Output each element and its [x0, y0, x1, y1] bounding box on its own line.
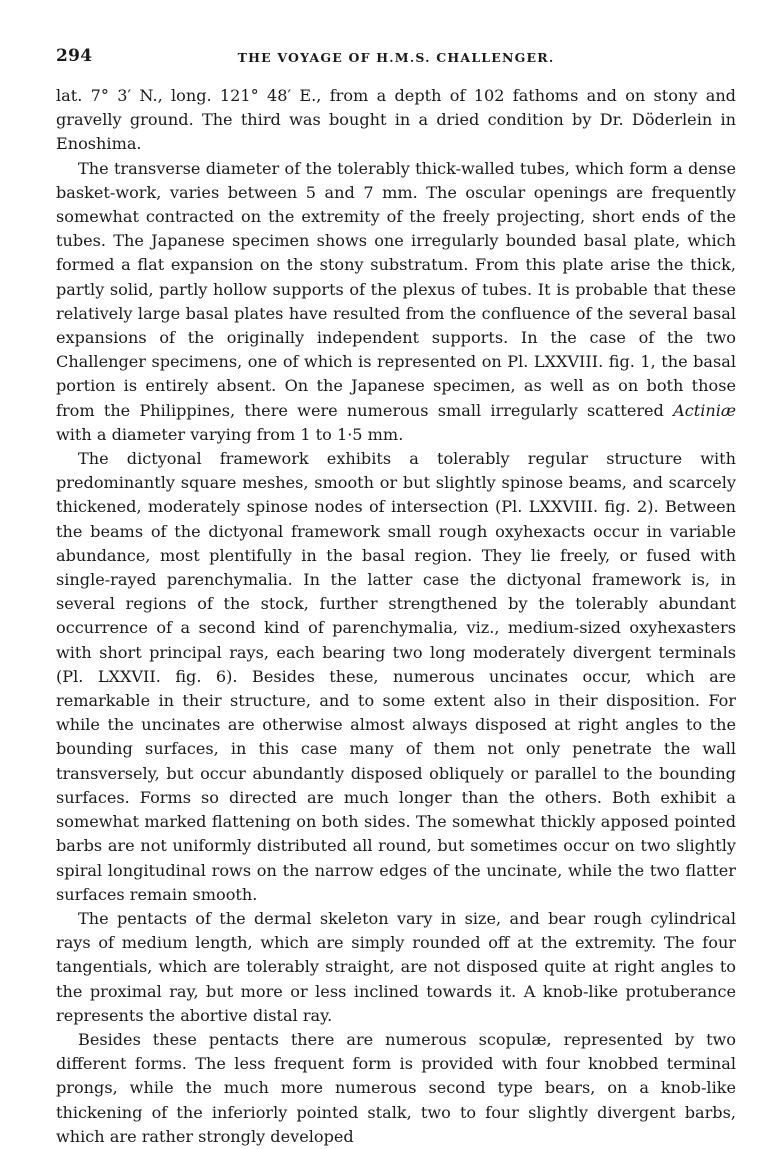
page-number: 294: [56, 46, 93, 66]
paragraph-text: The pentacts of the dermal skeleton vary in size, and bear rough cylindrical rays of medium length, which are simply rounded off at the extremity. The four tangentials, which are tolerably straight, are not disposed quite at right angles to the proximal ray, but more or less inclined towards it. A knob-like protuberance represents the abortive distal ray.: [56, 908, 736, 1025]
paragraph-text: with a diameter varying from 1 to 1·5 mm.: [56, 424, 404, 444]
paragraph-scopulae: [56, 1028, 736, 1149]
paragraph-text: Besides these pentacts there are numerous scopulæ, represented by two different forms. The less frequent form is provided with four knobbed terminal prongs, while the much more numerous second type bears, on a knob-like thickening of the inferiorly pointed stalk, two to four slightly divergent barbs, which are rather strongly developed: [56, 1029, 736, 1146]
body-text: [56, 84, 736, 1149]
paragraph-text: The transverse diameter of the tolerably thick-walled tubes, which form a dense basket-work, varies between 5 and 7 mm. The oscular openings are frequently somewhat contracted on the extremity of the freely projecting, short ends of the tubes. The Japanese specimen shows one irregularly bounded basal plate, which formed a flat expansion on the stony substratum. From this plate arise the thick, partly solid, partly hollow supports of the plexus of tubes. It is probable that these relatively large basal plates have resulted from the confluence of the several basal expansions of the originally independent supports. In the case of the two Challenger specimens, one of which is represented on Pl. LXXVIII. fig. 1, the basal portion is entirely absent. On the Japanese specimen, as well as on both those from the Philippines, there were numerous small irregularly scattered: [56, 158, 736, 420]
running-title: THE VOYAGE OF H.M.S. CHALLENGER.: [237, 50, 555, 65]
paragraph-continuation: [56, 84, 736, 157]
taxon-name: Actiniæ: [673, 400, 736, 420]
paragraph-tubes: [56, 157, 736, 447]
paragraph-pentacts: [56, 907, 736, 1028]
paragraph-text: The dictyonal framework exhibits a tolerably regular structure with predominantly square meshes, smooth or but slightly spinose beams, and scarcely thickened, moderately spinose nodes of intersection (Pl. LXXVIII. fig. 2). Between the beams of the dictyonal framework small rough oxyhexacts occur in variable abundance, most plentifully in the basal region. They lie freely, or fused with single-rayed parenchymalia. In the latter case the dictyonal framework is, in several regions of the stock, further strengthened by the tolerably abundant occurrence of a second kind of parenchymalia, viz., medium-sized oxyhexasters with short principal rays, each bearing two long moderately divergent terminals (Pl. LXXVII. fig. 6). Besides these, numerous uncinates occur, which are remarkable in their structure, and to some extent also in their disposition. For while the uncinates are otherwise almost always disposed at right angles to the bounding surfaces, in this case many of them not only penetrate the wall transversely, but occur abundantly disposed obliquely or parallel to the bounding surfaces. Forms so directed are much longer than the others. Both exhibit a somewhat marked flattening on both sides. The somewhat thickly apposed pointed barbs are not uniformly distributed all round, but sometimes occur on two slightly spiral longitudinal rows on the narrow edges of the uncinate, while the two flatter surfaces remain smooth.: [56, 449, 736, 904]
paragraph-text: lat. 7° 3′ N., long. 121° 48′ E., from a depth of 102 fathoms and on stony and gravelly ground. The third was bought in a dried condition by Dr. Döderlein in Enoshima.: [56, 86, 736, 154]
page-header: [56, 46, 736, 70]
paragraph-dictyonal-framework: [56, 447, 736, 907]
